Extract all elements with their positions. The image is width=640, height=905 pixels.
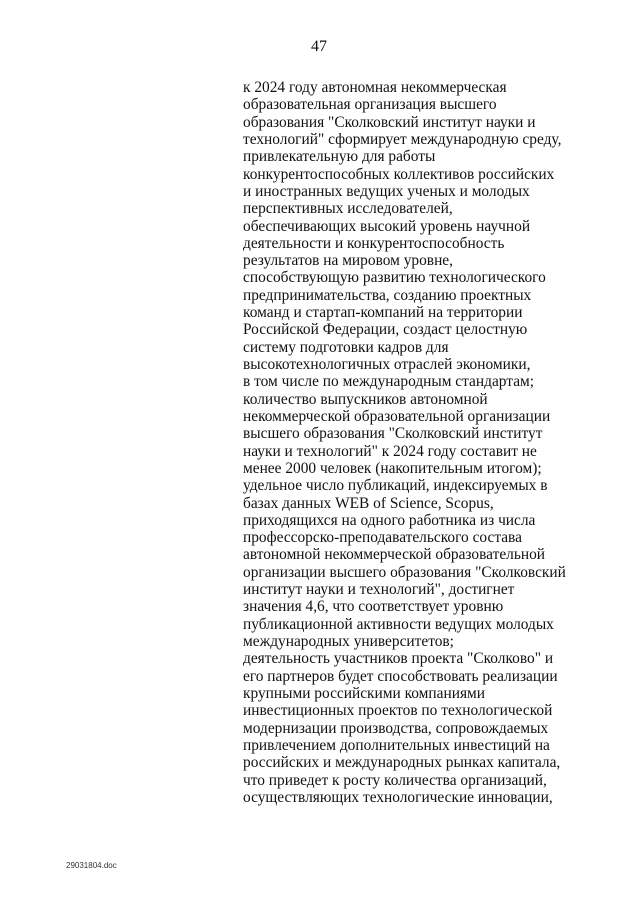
text-line: деятельности и конкурентоспособность xyxy=(243,234,505,252)
text-line: технологий" сформирует международную среду, xyxy=(243,130,562,148)
page-number: 47 xyxy=(311,38,327,55)
text-line: обеспечивающих высокий уровень научной xyxy=(243,217,531,235)
text-line: науки и технологий" к 2024 году составит не xyxy=(243,442,537,460)
text-line: высокотехнологичных отраслей экономики, xyxy=(243,356,531,373)
text-line: организации высшего образования "Сколковский xyxy=(243,563,566,581)
text-line: базах данных WEB of Science, Scopus, xyxy=(243,494,494,512)
text-line: способствующую развитию технологического xyxy=(243,269,546,287)
text-line: менее 2000 человек (накопительным итогом); xyxy=(243,459,542,477)
text-line: привлекательную для работы xyxy=(243,148,436,166)
footer-filename: 29031804.doc xyxy=(66,861,117,870)
text-line: высшего образования "Сколковский институт xyxy=(243,425,543,443)
text-line: систему подготовки кадров для xyxy=(243,338,449,356)
text-line: что приведет к росту количества организаций, xyxy=(243,771,547,789)
text-line: образовательная организация высшего xyxy=(243,96,497,114)
text-line: российских и международных рынках капитала, xyxy=(243,754,561,772)
text-line: конкурентоспособных коллективов российских xyxy=(243,165,555,183)
text-line: в том числе по международным стандартам; xyxy=(243,373,535,391)
text-line: предпринимательства, созданию проектных xyxy=(243,286,532,304)
text-line: крупными российскими компаниями xyxy=(243,684,486,702)
text-line: профессорско-преподавательского состава xyxy=(243,529,522,547)
text-line: приходящихся на одного работника из числа xyxy=(243,511,536,529)
text-line: удельное число публикаций, индексируемых в xyxy=(243,477,548,495)
text-line: деятельность участников проекта "Сколково" и xyxy=(243,650,554,668)
text-line: осуществляющих технологические инновации, xyxy=(243,788,553,806)
text-line: публикационной активности ведущих молодых xyxy=(243,615,554,633)
text-line: команд и стартап-компаний на территории xyxy=(243,304,523,322)
text-line: институт науки и технологий", достигнет xyxy=(243,581,515,599)
text-line: привлечением дополнительных инвестиций на xyxy=(243,736,550,754)
text-line: к 2024 году автономная некоммерческая xyxy=(243,79,507,96)
text-line: количество выпускников автономной xyxy=(243,390,488,408)
text-line: и иностранных ведущих ученых и молодых xyxy=(243,182,530,200)
text-line: значения 4,6, что соответствует уровню xyxy=(243,598,504,616)
text-line: перспективных исследователей, xyxy=(243,200,453,218)
text-line: его партнеров будет способствовать реализации xyxy=(243,667,558,685)
text-line: модернизации производства, сопровождаемых xyxy=(243,719,549,737)
body-text xyxy=(243,79,583,806)
text-line: инвестиционных проектов по технологической xyxy=(243,702,553,720)
text-line: некоммерческой образовательной организации xyxy=(243,407,551,425)
text-line: результатов на мировом уровне, xyxy=(243,252,453,270)
text-line: образования "Сколковский институт науки и xyxy=(243,113,536,131)
text-line: автономной некоммерческой образовательной xyxy=(243,546,546,564)
text-line: Российской Федерации, создаст целостную xyxy=(243,321,528,339)
text-line: международных университетов; xyxy=(243,633,454,650)
